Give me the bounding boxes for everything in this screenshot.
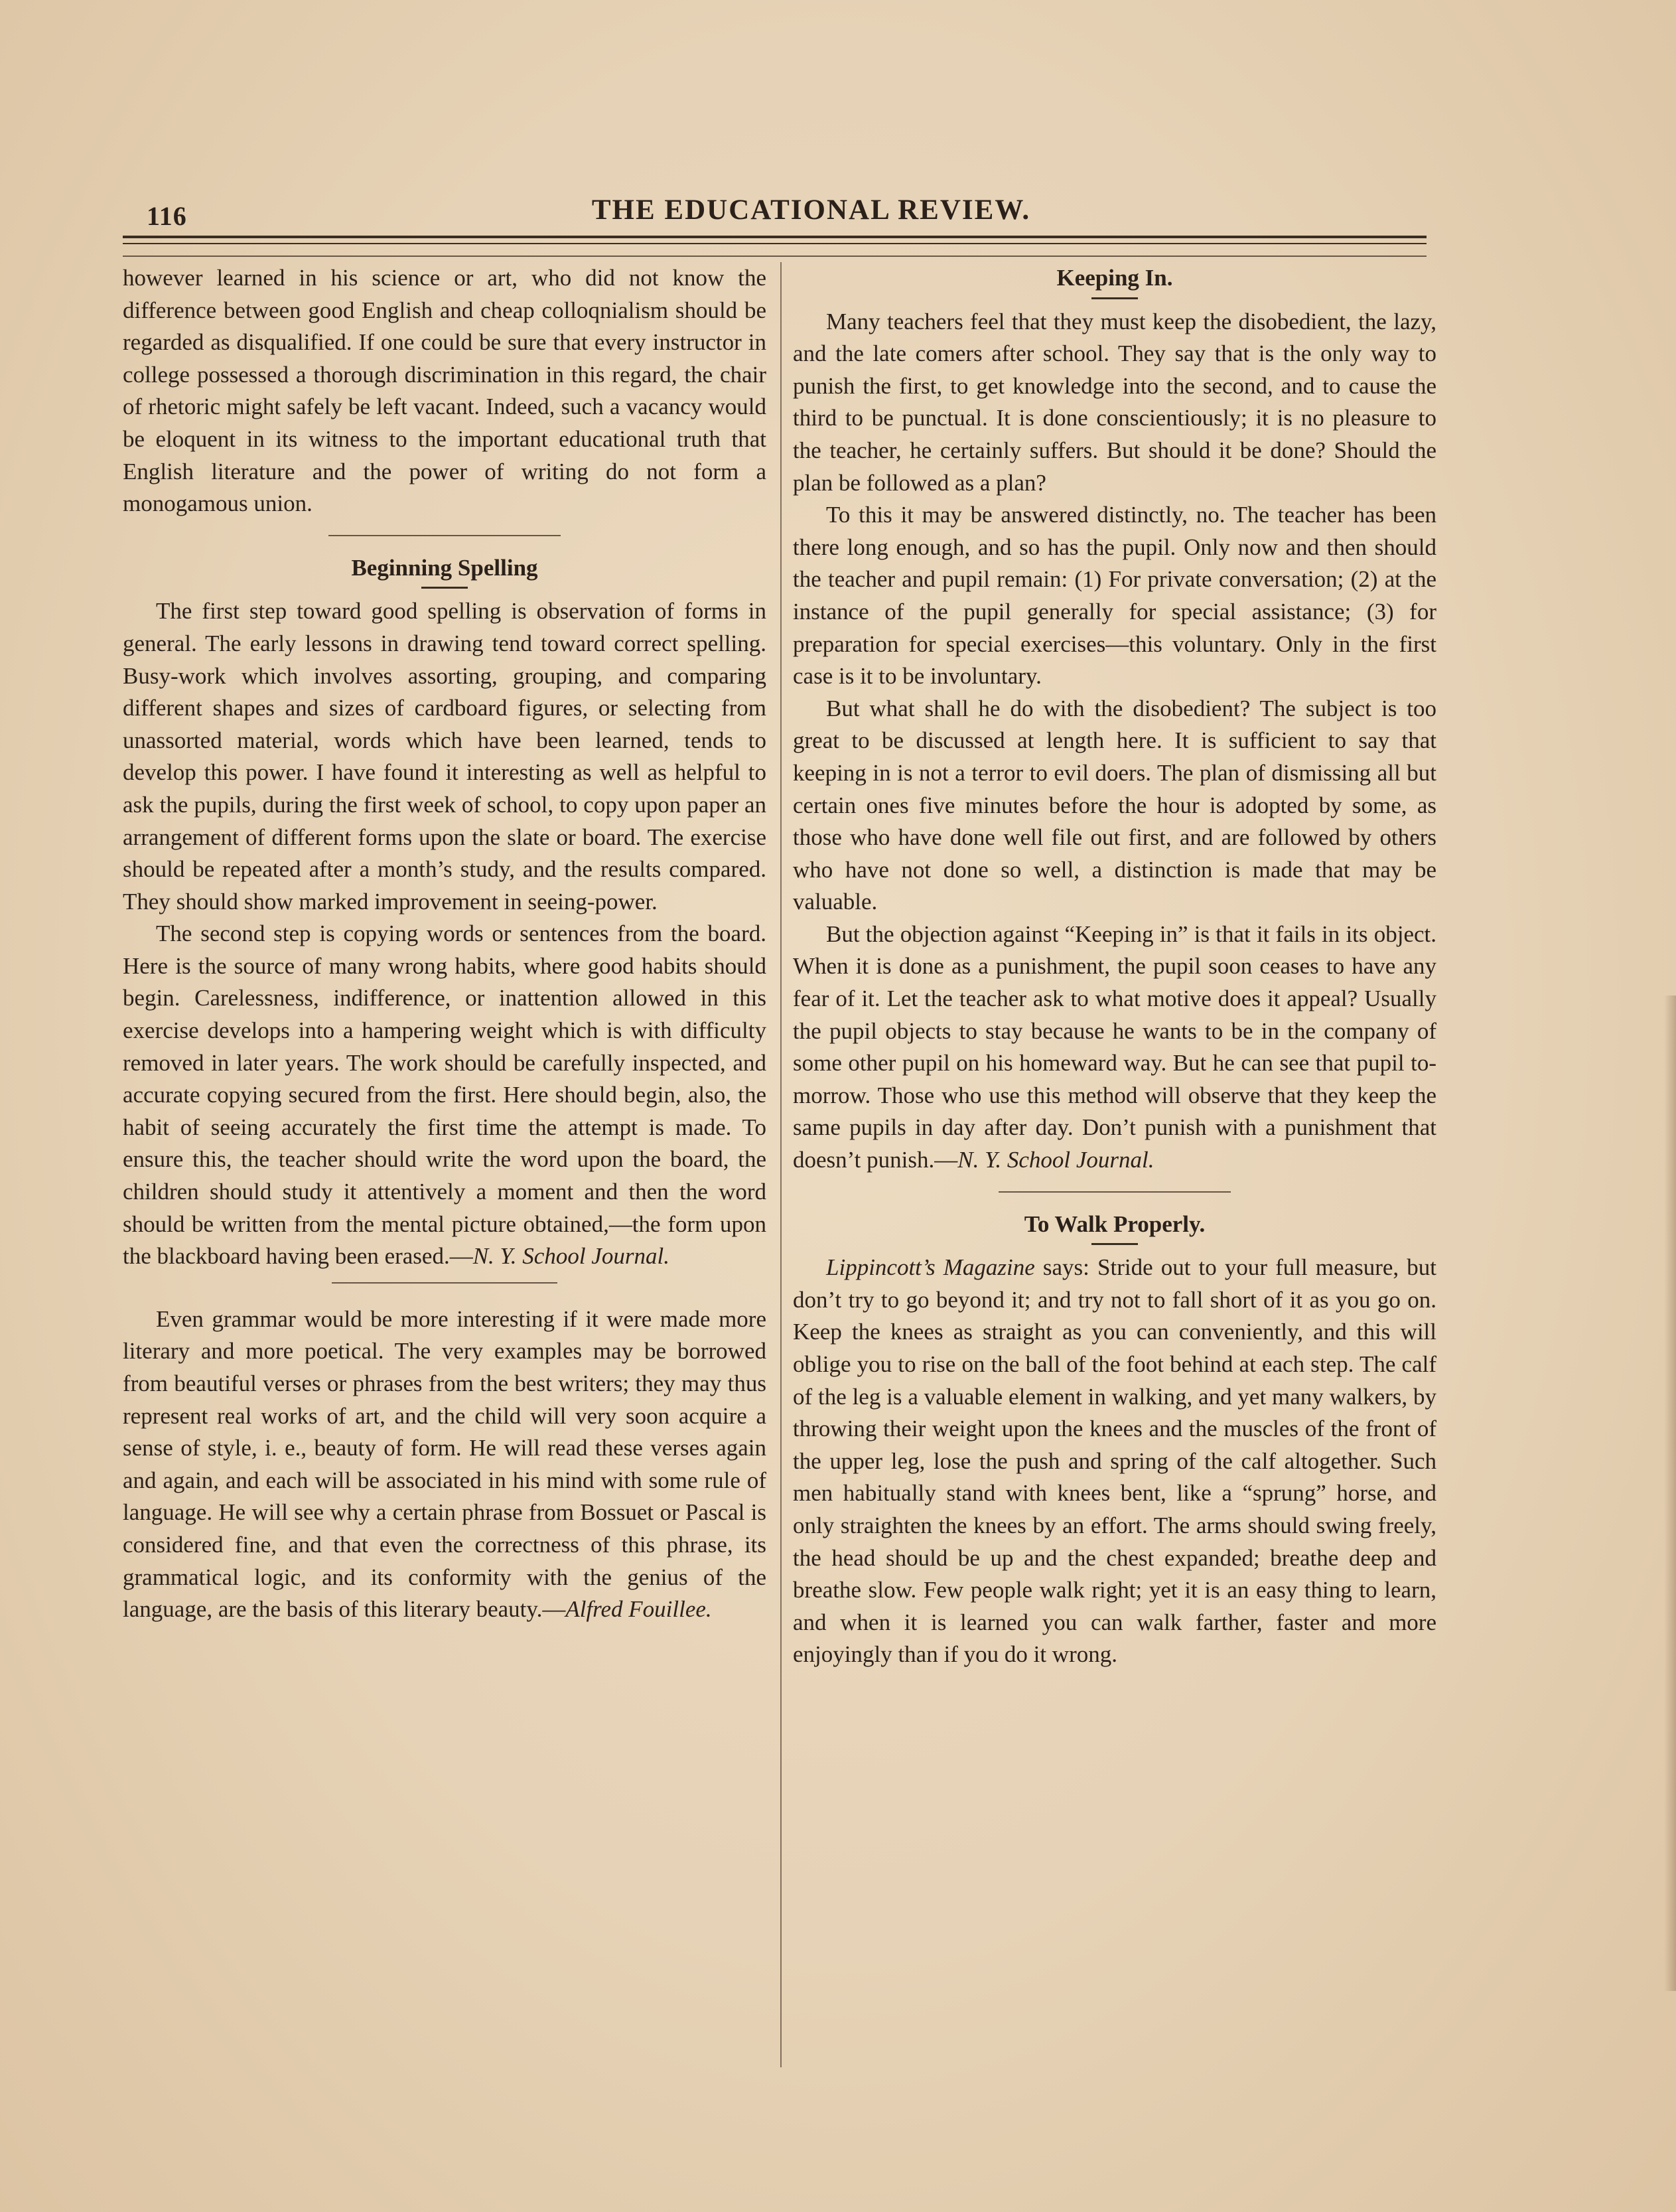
right-column (793, 262, 1436, 1671)
grammar-attribution: Alfred Fouillee. (565, 1596, 712, 1623)
left-column (123, 262, 766, 1626)
page-edge-shadow (1664, 995, 1676, 1991)
column-divider (780, 262, 782, 2067)
header-rule-thin (123, 243, 1427, 244)
journal-title: THE EDUCATIONAL REVIEW. (591, 194, 1031, 226)
keeping-in-heading: Keeping In. (1056, 265, 1173, 291)
grammar-paragraph-text: Even grammar would be more interesting if it were made more literary and more poetical. The very examples may be borrowed from beautiful verses or phrases from the best writers; they may thus represent real works of art, and the child will very soon acquire a sense of style, i. e., beauty of form. He will read these verses again and again, and each will be associated in his mind with some rule of language. He will see why a certain phrase from Bossuet or Pascal is considered fine, and that even the correctness of this phrase, its grammatical logic, and its conformity with the genius of the language, are the basis of this literary beauty.— (123, 1305, 766, 1623)
walk-properly-heading: To Walk Properly. (1024, 1211, 1206, 1237)
section-separator (332, 1282, 557, 1284)
beginning-spelling-paragraph-1: The first step toward good spelling is observation of forms in general. The early lessons in drawing tend toward correct spelling. Busy-work which involves assorting, grouping, and comparing different shapes and sizes of cardboard figures, or selecting from unassorted material, words which have been learned, tends to develop this power. I have found it interesting as well as helpful to ask the pupils, during the first week of school, to copy upon paper an arrangement of different forms upon the slate or board. The exercise should be repeated after a month’s study, and the results compared. They should show marked improvement in seeing-power. (123, 598, 766, 915)
keeping-in-paragraph-1: Many teachers feel that they must keep the disobedient, the lazy, and the late comers after school. They say that is the only way to punish the first, to get knowledge into the second, and to cause the third to be punctual. It is done conscientiously; it is no pleasure to the teacher, he certainly suffers. But should it be done? Should the plan be followed as a plan? (793, 308, 1436, 496)
keeping-in-paragraph-2: To this it may be answered distinctly, no. The teacher has been there long enough, and so has the pupil. Only now and then should the teacher and pupil remain: (1) For private conversation; (2) at the instance of the pupil generally for special assistance; (3) for preparation for special exercises—this voluntary. Only in the first case is it to be involuntary. (793, 502, 1436, 690)
walk-properly-paragraph (793, 1252, 1436, 1671)
keeping-in-paragraph-4 (793, 919, 1436, 1177)
header-rule-thick (123, 236, 1427, 238)
walk-properly-paragraph-text: says: Stride out to your full measure, but don’t try to go beyond it; and try not to fall short of it as you go on. Keep the knees as straight as you can conveniently, and this will oblige you to rise on the ball of the foot behind at each step. The calf of the leg is a valuable element in walking, and yet many walkers, by throwing their weight upon the knees and the muscles of the front of the upper leg, lose the push and spring of the calf altogether. Such men habitually stand with knees bent, like a “sprung” horse, and only straighten the knees by an effort. The arms should swing freely, the head should be up and the chest expanded; breathe deep and breathe slow. Few people walk right; yet it is an easy thing to learn, and when it is learned you can walk farther, faster and more enjoyingly than if you do it wrong. (793, 1254, 1436, 1668)
header-rule-lower (123, 256, 1427, 257)
page-number: 116 (147, 201, 187, 231)
walk-properly-source: Lippincott’s Magazine (826, 1254, 1035, 1281)
heading-underline (1091, 1243, 1138, 1245)
beginning-spelling-paragraph-2-text: The second step is copying words or sentences from the board. Here is the source of many wrong habits, where good habits should begin. Carelessness, indifference, or inattention allowed in this exercise develops into a hampering weight which is with difficulty removed in later years. The work should be carefully inspected, and accurate copying secured from the first. Here should begin, also, the habit of seeing accurately the first time the attempt is made. To ensure this, the teacher should write the word upon the board, the children should study it attentively a moment and then the word should be written from the mental picture obtained,—the form upon the blackboard having been erased.— (123, 921, 766, 1270)
keeping-in-attribution: N. Y. School Journal. (957, 1147, 1154, 1173)
keeping-in-paragraph-4-text: But the objection against “Keeping in” is that it fails in its object. When it is done as a punishment, the pupil soon ceases to have any fear of it. Let the teacher ask to what motive does it appeal? Usually the pupil objects to stay because he wants to be in the company of some other pupil on his homeward way. But he can see that pupil to-morrow. Those who use this method will observe that they keep the same pupils in day after day. Don’t punish with a punishment that doesn’t punish.— (793, 921, 1436, 1173)
continued-paragraph: however learned in his science or art, who did not know the difference between good English and cheap colloqnialism should be regarded as disqualified. If one could be sure that every instructor in college possessed a thorough discrimination in this regard, the chair of rhetoric might safely be left vacant. Indeed, such a vacancy would be eloquent in its witness to the important educational truth that English literature and the power of writing do not form a monogamous union. (123, 265, 766, 517)
page-header (123, 186, 1427, 232)
section-separator (328, 535, 561, 536)
heading-underline (421, 587, 468, 589)
grammar-paragraph (123, 1303, 766, 1626)
heading-underline (1091, 297, 1138, 299)
section-separator (999, 1191, 1231, 1193)
beginning-spelling-paragraph-2 (123, 918, 766, 1273)
keeping-in-paragraph-3: But what shall he do with the disobedient? The subject is too great to be discussed at length here. It is sufficient to say that keeping in is not a terror to evil doers. The plan of dismissing all but certain ones five minutes before the hour is adopted by some, as those who have done well file out first, and are followed by others who have not done so well, a distinction is made that may be valuable. (793, 695, 1436, 915)
beginning-spelling-heading: Beginning Spelling (351, 554, 538, 581)
beginning-spelling-attribution: N. Y. School Journal. (472, 1243, 669, 1270)
